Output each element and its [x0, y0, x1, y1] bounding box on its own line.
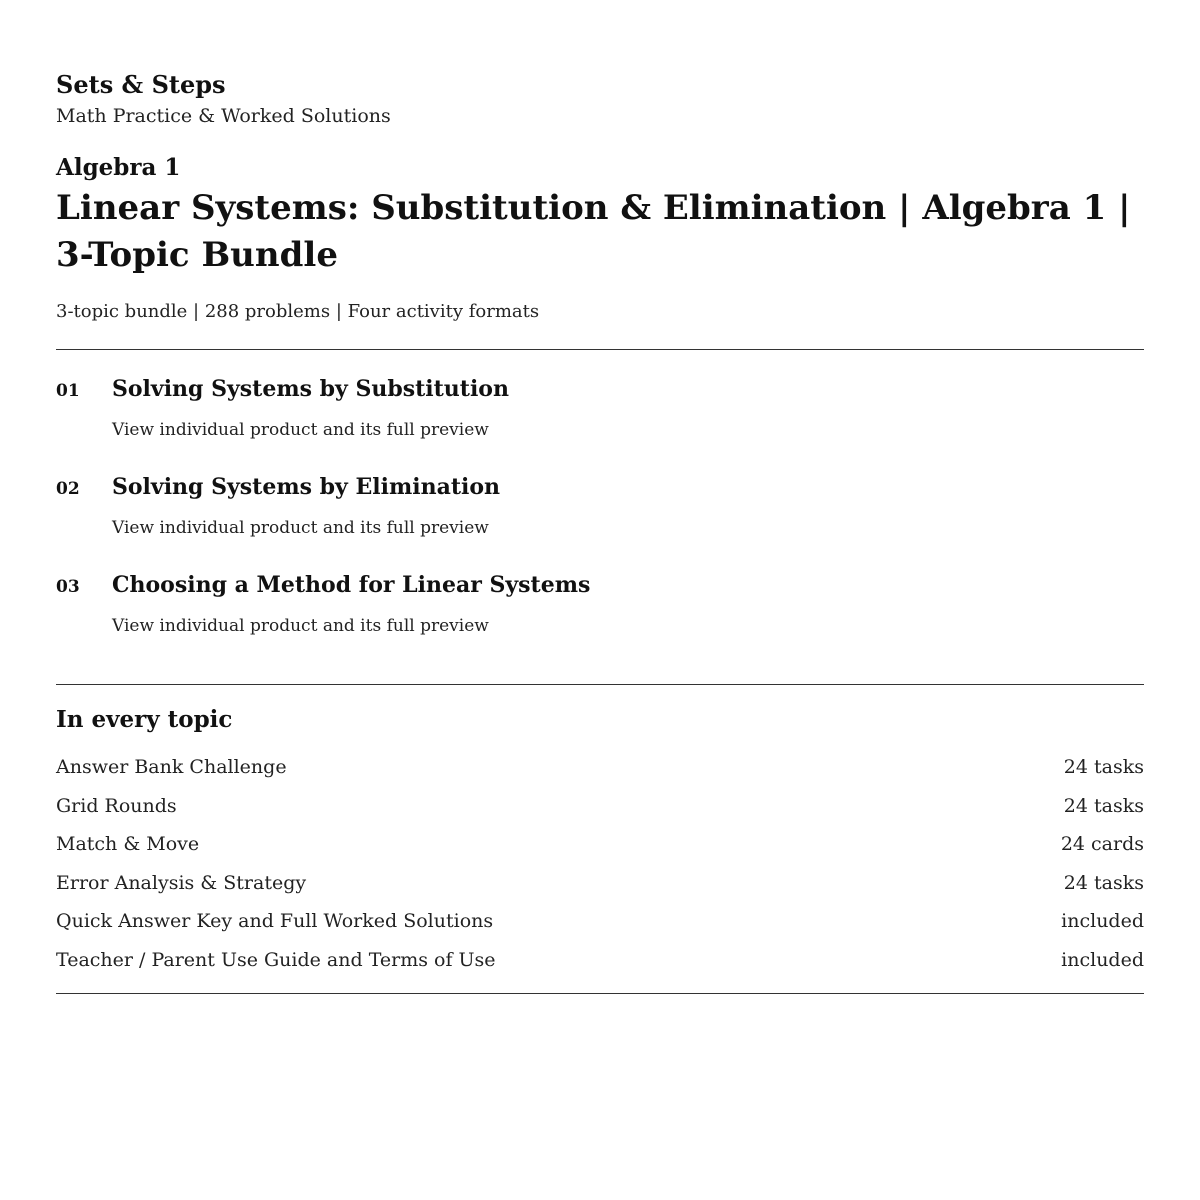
feature-label: Grid Rounds — [56, 794, 177, 817]
topic-preview-link[interactable]: View individual product and its full preview — [112, 518, 489, 538]
feature-row — [56, 947, 1144, 986]
feature-label: Error Analysis & Strategy — [56, 871, 307, 894]
brand-name: Sets & Steps — [56, 70, 226, 99]
subject-label: Algebra 1 — [56, 154, 181, 181]
section-heading: In every topic — [56, 706, 233, 733]
feature-row — [56, 908, 1144, 947]
topic-number: 03 — [56, 577, 80, 597]
feature-row — [56, 793, 1144, 832]
feature-row — [56, 831, 1144, 870]
feature-label: Answer Bank Challenge — [56, 756, 287, 778]
feature-value: included — [1061, 910, 1144, 933]
feature-value: 24 tasks — [1063, 756, 1144, 778]
topic-item — [56, 472, 1144, 552]
feature-value: 24 cards — [1060, 833, 1144, 856]
brand-tagline: Math Practice & Worked Solutions — [56, 105, 391, 127]
product-summary: 3-topic bundle | 288 problems | Four activity formats — [56, 301, 540, 322]
product-title: Linear Systems: Substitution & Elimination | Algebra 1 | 3-Topic Bundle — [56, 188, 1131, 275]
topic-number: 01 — [56, 381, 80, 401]
feature-row — [56, 754, 1144, 793]
feature-row — [56, 870, 1144, 909]
topic-item — [56, 374, 1144, 454]
topic-title: Solving Systems by Elimination — [112, 474, 501, 500]
topic-preview-link[interactable]: View individual product and its full preview — [112, 616, 489, 636]
topic-title: Choosing a Method for Linear Systems — [112, 572, 591, 598]
feature-value: 24 tasks — [1063, 794, 1144, 817]
topic-number: 02 — [56, 479, 80, 499]
divider — [56, 684, 1144, 685]
topic-title: Solving Systems by Substitution — [112, 376, 509, 402]
divider — [56, 349, 1144, 350]
feature-label: Match & Move — [56, 833, 200, 856]
feature-label: Teacher / Parent Use Guide and Terms of Use — [56, 948, 496, 971]
feature-value: 24 tasks — [1063, 871, 1144, 894]
feature-label: Quick Answer Key and Full Worked Solutions — [56, 910, 494, 933]
feature-list — [56, 754, 1144, 986]
feature-value: included — [1061, 948, 1144, 971]
topic-preview-link[interactable]: View individual product and its full preview — [112, 420, 489, 440]
topic-item — [56, 570, 1144, 650]
divider — [56, 993, 1144, 994]
